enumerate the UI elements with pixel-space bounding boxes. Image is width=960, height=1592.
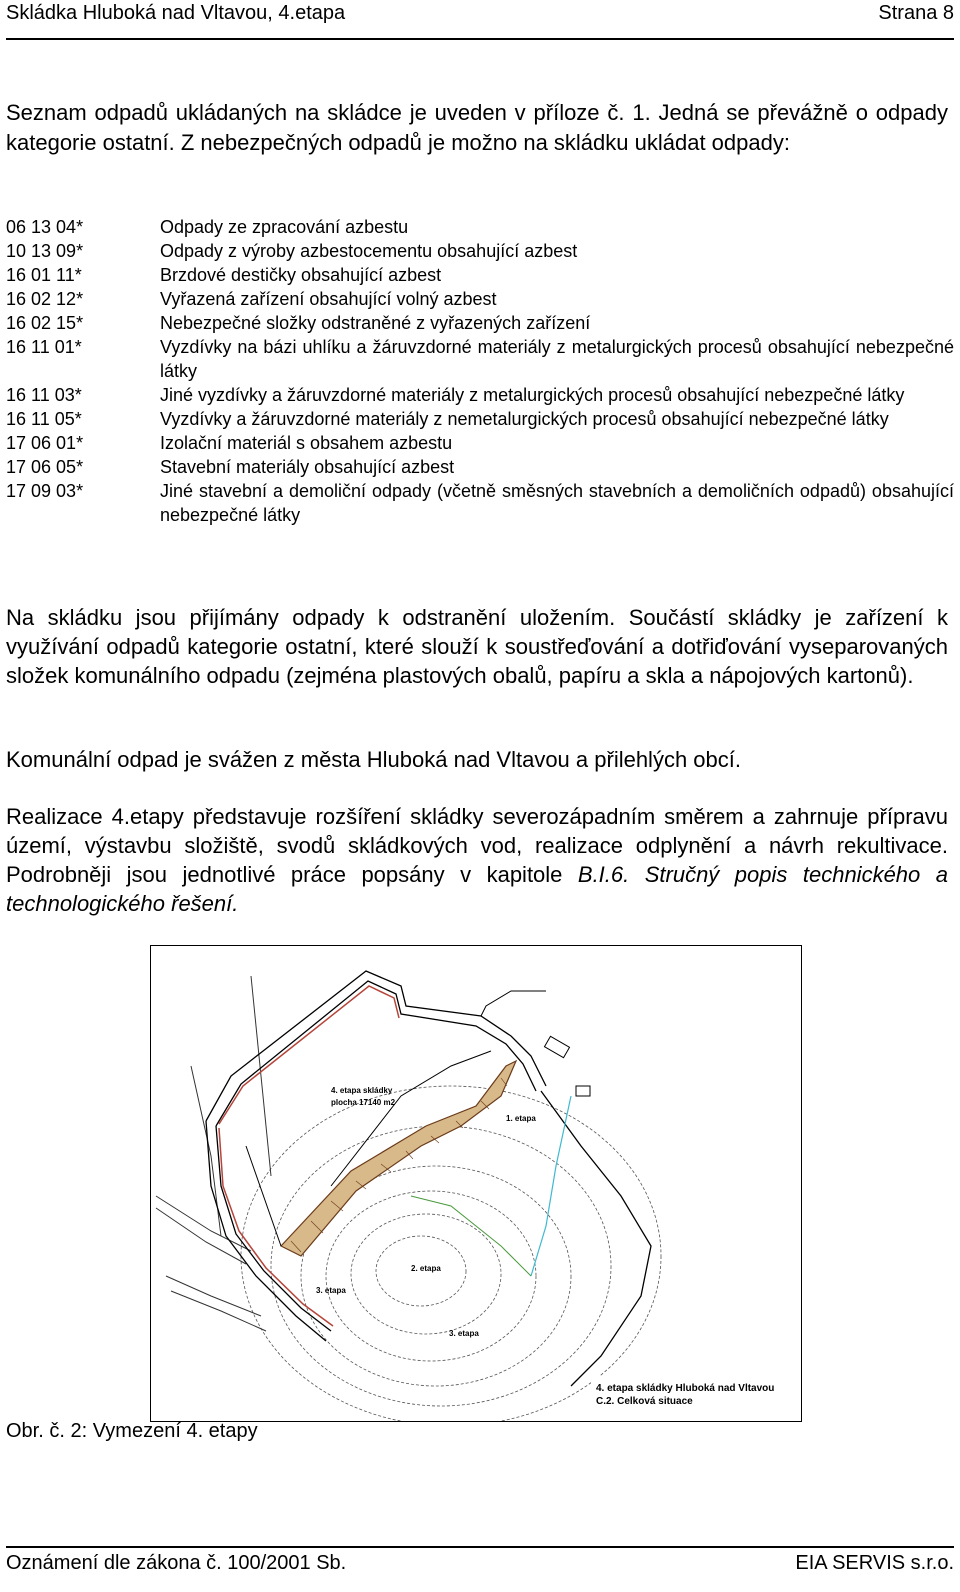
waste-description: Jiné stavební a demoliční odpady (včetně směsných stavebních a demoličních odpadů) obsahující nebezpečné látky [160, 481, 954, 525]
waste-description: Vyřazená zařízení obsahující volný azbest [160, 289, 497, 309]
waste-description: Odpady z výroby azbestocementu obsahující azbest [160, 241, 578, 261]
waste-code: 10 13 09* [6, 241, 84, 261]
page-header [6, 2, 954, 40]
label-area: plocha 17140 m2 [331, 1098, 396, 1107]
waste-row [6, 479, 954, 527]
waste-row [6, 263, 954, 287]
waste-code: 16 11 05* [6, 409, 82, 429]
waste-row [6, 431, 954, 455]
paragraph-acceptance: Na skládku jsou přijímány odpady k odstranění uložením. Součástí skládky je zařízení k využívání odpadů kategorie ostatní, které slouží k soustřeďování a dotřiďování vyseparovaných složek komunálního odpadu (zejména plastových obalů, papíru a skla a nápojových kartonů). [6, 605, 948, 688]
waste-row [6, 239, 954, 263]
waste-description: Brzdové destičky obsahující azbest [160, 265, 442, 285]
paragraph-realization [6, 802, 948, 918]
label-stage2: 2. etapa [411, 1264, 441, 1273]
waste-code: 16 01 11* [6, 265, 82, 285]
waste-description: Vyzdívky a žáruvzdorné materiály z nemetalurgických procesů obsahující nebezpečné látky [160, 409, 889, 429]
waste-row [6, 335, 954, 383]
footer-right: EIA SERVIS s.r.o. [795, 1552, 954, 1574]
map-legend [596, 1382, 774, 1408]
waste-description: Vyzdívky na bázi uhlíku a žáruvzdorné materiály z metalurgických procesů obsahující nebezpečné látky [160, 337, 954, 381]
label-stage1: 1. etapa [506, 1114, 536, 1123]
waste-code: 06 13 04* [6, 217, 84, 237]
waste-description: Odpady ze zpracování azbestu [160, 217, 409, 237]
paragraph-municipal-waste: Komunální odpad je svážen z města Hluboká nad Vltavou a přilehlých obcí. [6, 747, 741, 772]
waste-code: 16 02 12* [6, 289, 84, 309]
waste-row [6, 455, 954, 479]
waste-row [6, 287, 954, 311]
hazardous-waste-list [6, 215, 954, 527]
waste-code: 17 06 05* [6, 457, 84, 477]
page-footer [6, 1546, 954, 1592]
site-map-drawing [151, 946, 801, 1421]
label-stage4: 4. etapa skládky [331, 1086, 393, 1095]
stage4-hatched-area [281, 1061, 516, 1256]
header-title: Skládka Hluboká nad Vltavou, 4.etapa [6, 2, 346, 24]
chapter-reference: B.I.6. Stručný popis technického a technologického řešení. [6, 862, 948, 916]
waste-code: 17 06 01* [6, 433, 84, 453]
site-map-figure [150, 945, 802, 1422]
waste-description: Stavební materiály obsahující azbest [160, 457, 455, 477]
intro-paragraph: Seznam odpadů ukládaných na skládce je uveden v příloze č. 1. Jedná se převážně o odpady kategorie ostatní. Z nebezpečných odpadů je možno na skládku ukládat odpady: [6, 100, 948, 155]
waste-description: Nebezpečné složky odstraněné z vyřazených zařízení [160, 313, 591, 333]
legend-subtitle: C.2. Celková situace [596, 1396, 693, 1407]
waste-code: 17 09 03* [6, 481, 84, 501]
figure-caption: Obr. č. 2: Vymezení 4. etapy [6, 1420, 258, 1442]
label-stage3-west: 3. etapa [316, 1286, 346, 1295]
waste-code: 16 11 03* [6, 385, 82, 405]
waste-row [6, 383, 954, 407]
waste-description: Izolační materiál s obsahem azbestu [160, 433, 453, 453]
waste-row [6, 215, 954, 239]
realization-text: Realizace 4.etapy představuje rozšíření skládky severozápadním směrem a zahrnuje přípravu území, výstavbu složiště, svodů skládkových vod, realizace odplynění a návrh rekultivace. Podrobněji jsou jednotlivé práce popsány v kapitole [6, 804, 948, 887]
label-stage3-south: 3. etapa [449, 1329, 479, 1338]
waste-row [6, 311, 954, 335]
waste-code: 16 02 15* [6, 313, 84, 333]
waste-row [6, 407, 954, 431]
waste-code: 16 11 01* [6, 337, 82, 357]
legend-title: 4. etapa skládky Hluboká nad Vltavou [596, 1383, 775, 1394]
waste-description: Jiné vyzdívky a žáruvzdorné materiály z metalurgických procesů obsahující nebezpečné látky [160, 385, 905, 405]
header-page-number: Strana 8 [878, 2, 954, 24]
footer-left: Oznámení dle zákona č. 100/2001 Sb. [6, 1552, 347, 1574]
